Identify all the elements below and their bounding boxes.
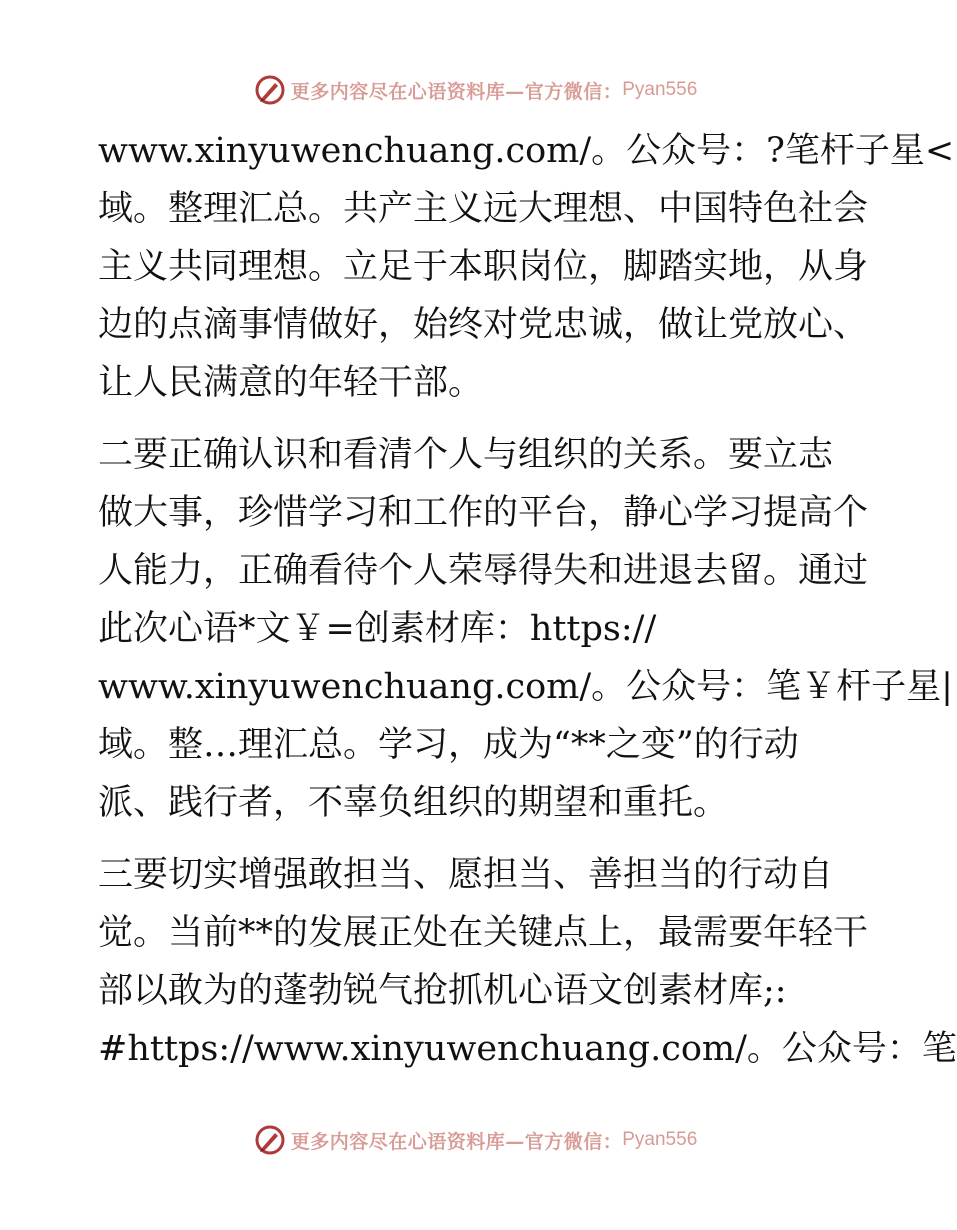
- footer-banner-wechat: Pyan556: [622, 1129, 698, 1150]
- text-line: 域。整…理汇总。学习，成为“**之变”的行动: [98, 725, 799, 765]
- text-line: 此次心语*文￥=创素材库：https://: [98, 609, 657, 649]
- text-line: 觉。当前**的发展正处在关键点上，最需要年轻干: [98, 913, 869, 953]
- text-line: 部以敢为的蓬勃锐气抢抓机心语文创素材库;:: [98, 971, 787, 1011]
- text-line: 人能力，正确看待个人荣辱得失和进退去留。通过: [98, 551, 869, 591]
- footer-banner-text: 更多内容尽在心语资料库—官方微信：: [290, 1130, 623, 1153]
- header-banner-wechat: Pyan556: [622, 79, 698, 100]
- text-line: 做大事，珍惜学习和工作的平台，静心学习提高个: [98, 493, 869, 533]
- paragraph-3: [98, 846, 957, 1078]
- text-line: 二要正确认识和看清个人与组织的关系。要立志: [98, 435, 834, 475]
- header-banner-text: 更多内容尽在心语资料库—官方微信：: [290, 80, 623, 103]
- paragraph-1: [98, 122, 955, 412]
- text-line: 边的点滴事情做好，始终对党忠诚，做让党放心、: [98, 305, 869, 345]
- text-line: 主义共同理想。立足于本职岗位，脚踏实地，从身: [98, 247, 869, 287]
- text-line: #https://www.xinyuwenchuang.com/。公众号：笔: [98, 1029, 957, 1069]
- text-line: 派、践行者，不辜负组织的期望和重托。: [98, 783, 729, 823]
- footer-banner: [0, 1120, 950, 1160]
- text-line: 让人民满意的年轻干部。: [98, 363, 484, 403]
- document-body: [98, 122, 957, 1078]
- header-banner: [0, 70, 950, 110]
- text-line: 域。整理汇总。共产主义远大理想、中国特色社会: [98, 189, 869, 229]
- paragraph-2: [98, 426, 953, 832]
- text-line: www.xinyuwenchuang.com/。公众号：笔￥杆子星|: [98, 667, 953, 707]
- text-line: www.xinyuwenchuang.com/。公众号：?笔杆子星<: [98, 131, 955, 171]
- pen-logo-icon: [253, 1123, 287, 1157]
- text-line: 三要切实增强敢担当、愿担当、善担当的行动自: [98, 855, 834, 895]
- pen-logo-icon: [253, 73, 287, 107]
